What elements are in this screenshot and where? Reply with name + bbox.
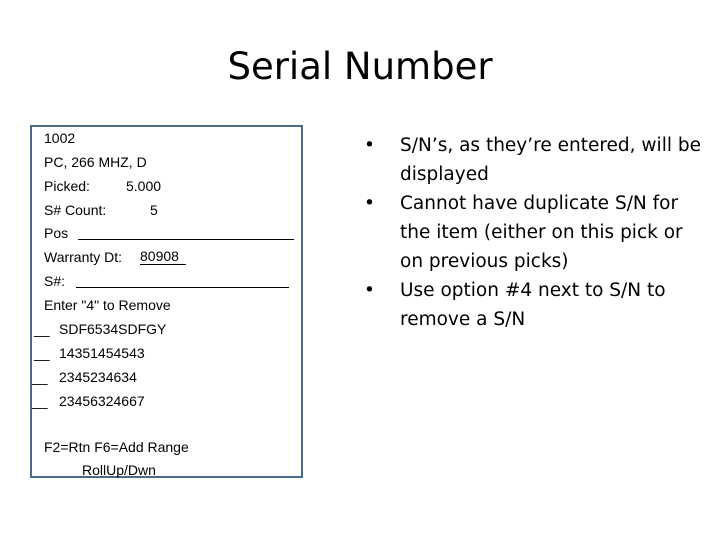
picked-label: Picked:: [44, 178, 90, 194]
serial-value: 23456324667: [59, 393, 145, 409]
serial-option[interactable]: __: [34, 321, 50, 337]
pos-field[interactable]: [78, 239, 294, 240]
pos-label: Pos: [44, 225, 69, 241]
serial-option[interactable]: __: [32, 393, 48, 409]
bullet-dot-icon: •: [364, 280, 375, 301]
device-screen: [30, 125, 303, 478]
count-label: S# Count:: [44, 202, 107, 218]
picked-value: 5.000: [126, 178, 162, 194]
item-number: 1002: [44, 130, 76, 146]
serial-option[interactable]: __: [32, 369, 48, 385]
bullet-item: [364, 189, 704, 276]
bullet-list: [364, 131, 704, 334]
serial-input[interactable]: [76, 287, 289, 288]
bullet-text: Use option #4 next to S/N to remove a S/N: [400, 280, 666, 330]
serial-value: 2345234634: [59, 369, 137, 385]
bullet-item: [364, 276, 704, 334]
serial-option[interactable]: __: [34, 345, 50, 361]
instruction-text: Enter "4" to Remove: [44, 297, 171, 313]
slide-title: Serial Number: [227, 45, 493, 88]
bullet-dot-icon: •: [364, 193, 375, 214]
serial-value: SDF6534SDFGY: [59, 321, 167, 337]
warranty-label: Warranty Dt:: [44, 249, 123, 265]
bullet-item: [364, 131, 704, 189]
bullet-text: Cannot have duplicate S/N for the item (either on this pick or on previous picks): [400, 193, 683, 272]
function-keys: F2=Rtn F6=Add Range: [44, 439, 189, 455]
serial-value: 14351454543: [59, 345, 145, 361]
scroll-hint: RollUp/Dwn: [82, 462, 156, 478]
bullet-text: S/N’s, as they’re entered, will be displayed: [400, 135, 701, 185]
serial-label: S#:: [44, 273, 66, 289]
bullet-dot-icon: •: [364, 135, 375, 156]
warranty-field[interactable]: 80908: [140, 249, 186, 265]
count-value: 5: [150, 202, 158, 218]
item-description: PC, 266 MHZ, D: [44, 154, 147, 170]
